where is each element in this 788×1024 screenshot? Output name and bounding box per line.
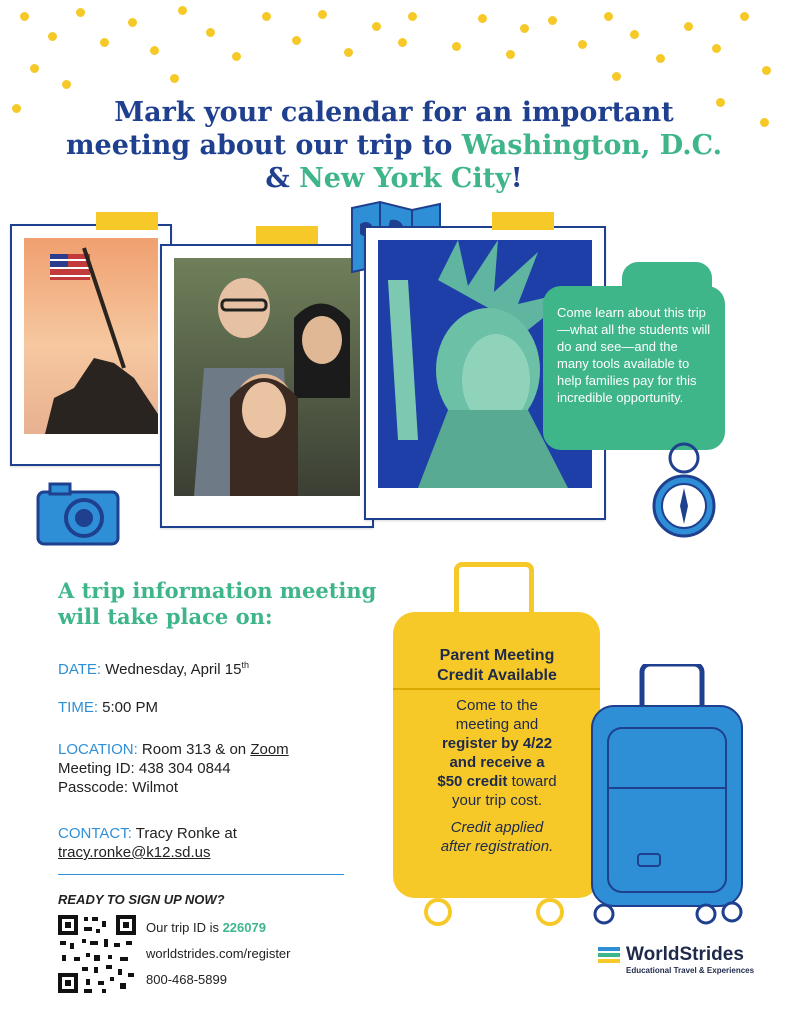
logo-tagline: Educational Travel & Experiences xyxy=(626,966,755,975)
date-label: DATE: xyxy=(58,661,102,678)
signup-heading: READY TO SIGN UP NOW? xyxy=(58,892,225,907)
trip-id-label: Our trip ID is xyxy=(146,920,223,935)
bubble-tab xyxy=(622,262,712,292)
credit-title: Parent Meeting xyxy=(439,647,555,664)
trip-id: 226079 xyxy=(222,920,266,935)
compass-icon xyxy=(648,440,718,549)
photo-iwo-jima-memorial xyxy=(10,224,172,466)
destination-washington: Washington, D.C. xyxy=(461,130,723,161)
location-block xyxy=(58,740,289,797)
time-row xyxy=(58,698,158,717)
info-bubble xyxy=(543,286,725,450)
tape-strip xyxy=(256,226,318,244)
photo-students xyxy=(160,244,374,528)
worldstrides-mark-icon xyxy=(598,945,620,965)
worldstrides-logo xyxy=(598,944,754,975)
suitcase-wheel xyxy=(424,898,452,926)
date-row: DATE: Wednesday, April 15th xyxy=(58,660,249,678)
bubble-text: Come learn about this trip—what all the students will do and see—and the many tools available to help families pay for this incredible opportunity. xyxy=(557,305,711,405)
credit-card: Parent Meeting Credit Available Come to the meeting and register by 4/22 and receive a $50 credit toward your trip cost. Credit applied after registration. xyxy=(397,646,597,856)
location-label: LOCATION: xyxy=(58,741,138,758)
location-value: Room 313 & on xyxy=(141,741,251,758)
contact-block xyxy=(58,824,237,862)
tape-strip xyxy=(492,212,554,230)
meeting-id: Meeting ID: 438 304 0844 xyxy=(58,760,231,777)
zoom-link[interactable]: Zoom xyxy=(250,741,289,758)
phone-number[interactable]: 800-468-5899 xyxy=(146,972,227,987)
time-label: TIME: xyxy=(58,699,98,716)
time-value: 5:00 PM xyxy=(102,699,159,716)
divider xyxy=(58,874,344,875)
contact-email-link[interactable]: tracy.ronke@k12.sd.us xyxy=(58,844,211,861)
register-url[interactable]: worldstrides.com/register xyxy=(146,946,291,961)
tape-strip xyxy=(96,212,158,230)
contact-value: Tracy Ronke at xyxy=(135,825,237,842)
qr-code[interactable] xyxy=(58,915,136,993)
trip-id-row xyxy=(146,920,266,935)
yellow-suitcase-handle xyxy=(454,562,534,614)
suitcase-wheel xyxy=(536,898,564,926)
contact-label: CONTACT: xyxy=(58,825,132,842)
passcode: Passcode: Wilmot xyxy=(58,779,179,796)
camera-icon xyxy=(34,478,124,555)
date-value: Wednesday, April 15 xyxy=(105,661,242,678)
headline-line-1: Mark your calendar for an important xyxy=(114,97,674,128)
headline-line-3: & xyxy=(265,163,300,194)
logo-name: WorldStrides xyxy=(626,944,744,965)
destination-nyc: New York City xyxy=(299,163,511,194)
blue-suitcase xyxy=(588,664,750,931)
meeting-subheading: A trip information meeting will take place on: xyxy=(58,578,377,629)
headline: Mark your calendar for an important meeting about our trip to Washington, D.C. & New York City! xyxy=(65,97,723,194)
headline-line-2: meeting about our trip to xyxy=(65,130,462,161)
